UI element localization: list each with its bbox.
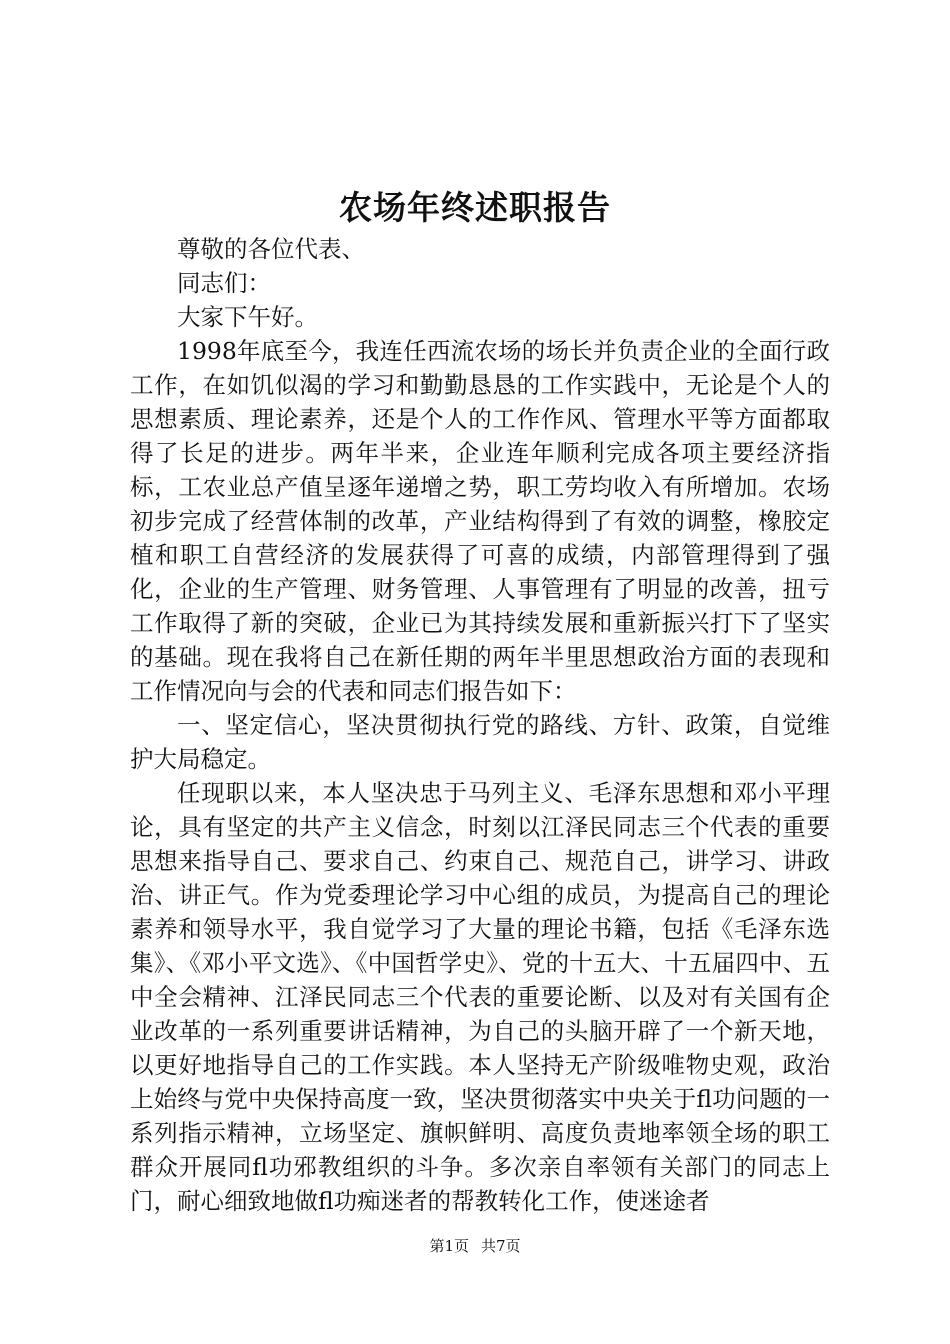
- page-footer: [0, 1236, 950, 1256]
- paragraph-intro: 1998年底至今，我连任西流农场的场长并负责企业的全面行政工作，在如饥似渴的学习和勤勤恳恳的工作实践中，无论是个人的思想素质、理论素养，还是个人的工作作风、管理水平等方面都取得了长足的进步。两年半来，企业连年顺利完成各项主要经济指标，工农业总产值呈逐年递增之势，职工劳均收入有所增加。农场初步完成了经营体制的改革，产业结构得到了有效的调整，橡胶定植和职工自营经济的发展获得了可喜的成绩，内部管理得到了强化，企业的生产管理、财务管理、人事管理有了明显的改善，扭亏工作取得了新的突破，企业已为其持续发展和重新振兴打下了坚实的基础。现在我将自己在新任期的两年半里思想政治方面的表现和工作情况向与会的代表和同志们报告如下：: [130, 337, 830, 705]
- salutation-line-2: 同志们：: [177, 269, 271, 297]
- page-number-total: 共7页: [481, 1237, 521, 1255]
- document-title: 农场年终述职报告: [339, 188, 611, 227]
- greeting: 大家下午好。: [177, 303, 318, 331]
- salutation-line-1: 尊敬的各位代表、: [177, 235, 365, 263]
- paragraph-section-1: 任现职以来，本人坚决忠于马列主义、毛泽东思想和邓小平理论，具有坚定的共产主义信念，时刻以江泽民同志三个代表的重要思想来指导自己、要求自己、约束自己、规范自己，讲学习、讲政治、讲正气。作为党委理论学习中心组的成员，为提高自己的理论素养和领导水平，我自觉学习了大量的理论书籍，包括《毛泽东选集》、《邓小平文选》、《中国哲学史》、党的十五大、十五届四中、五中全会精神、江泽民同志三个代表的重要论断、以及对有关国有企业改革的一系列重要讲话精神，为自己的头脑开辟了一个新天地，以更好地指导自己的工作实践。本人坚持无产阶级唯物史观，政治上始终与党中央保持高度一致，坚决贯彻落实中央关于fl功问题的一系列指示精神，立场坚定、旗帜鲜明、高度负责地率领全场的职工群众开展同fl功邪教组织的斗争。多次亲自率领有关部门的同志上门，耐心细致地做fl功痴迷者的帮教转化工作，使迷途者: [130, 779, 830, 1215]
- document-body: [130, 232, 830, 1218]
- page-number-current: 第1页: [429, 1237, 469, 1255]
- section-heading-1: 一、坚定信心，坚决贯彻执行党的路线、方针、政策，自觉维护大局稳定。: [130, 711, 830, 773]
